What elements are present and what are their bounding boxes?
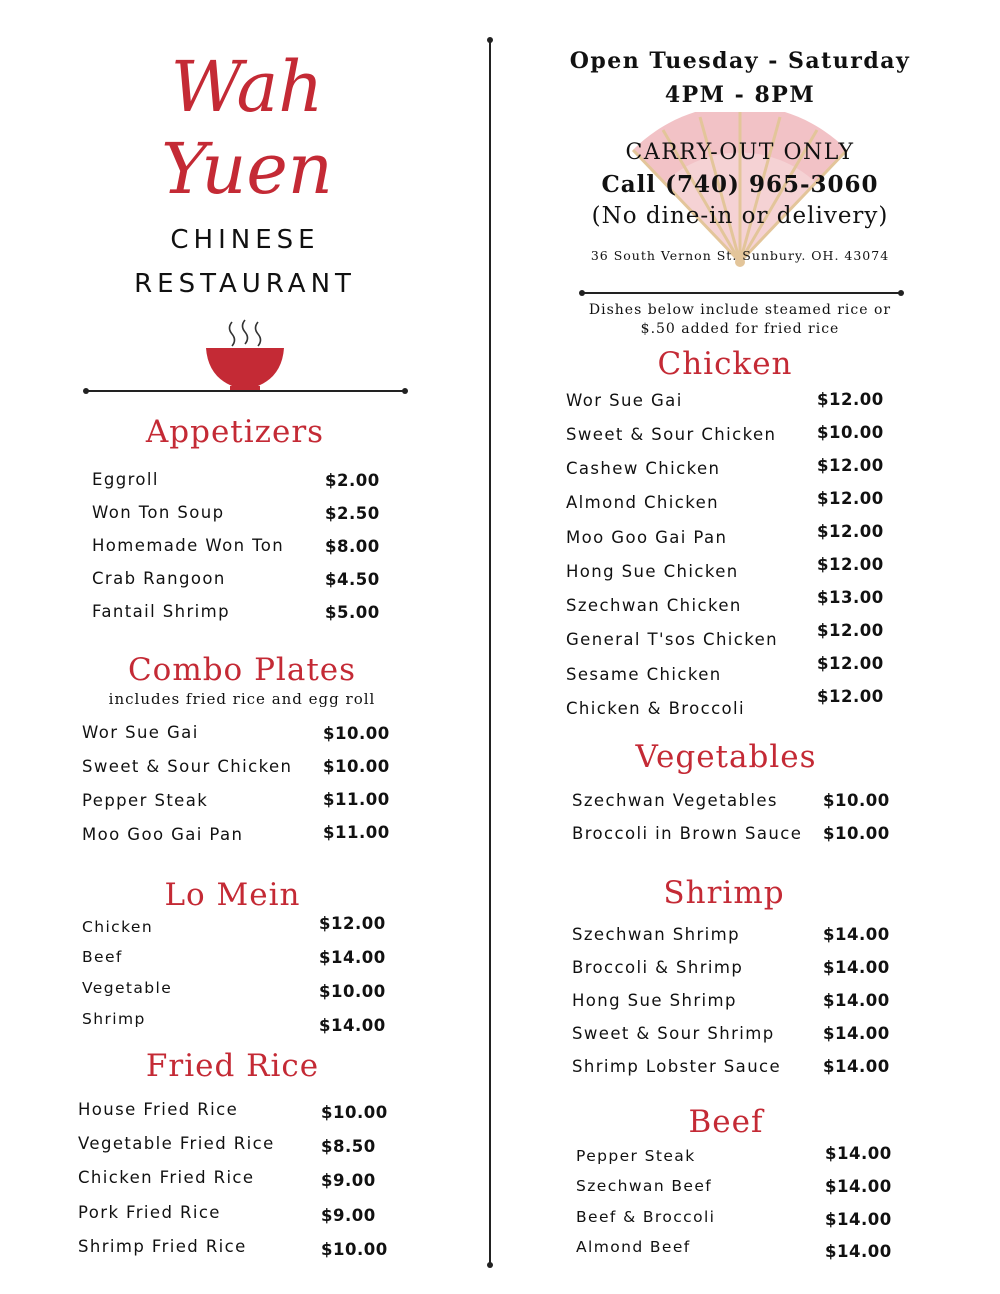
menu-item-price: $14.00 xyxy=(825,1210,892,1229)
menu-item-price: $10.00 xyxy=(823,791,890,810)
restaurant-name-line2: Yuen xyxy=(161,128,333,210)
divider-line xyxy=(86,390,406,392)
menu-item-price: $5.00 xyxy=(325,603,380,622)
menu-item-name: Homemade Won Ton xyxy=(92,536,285,555)
menu-item-price: $12.00 xyxy=(817,522,884,541)
menu-item-name: Chicken Fried Rice xyxy=(78,1168,255,1187)
divider-dot xyxy=(402,388,408,394)
menu-item-name: House Fried Rice xyxy=(78,1100,239,1119)
combo-plates-subtitle: includes fried rice and egg roll xyxy=(108,690,376,708)
restaurant-subtitle-line2: RESTAURANT xyxy=(134,269,356,299)
menu-item-price: $8.50 xyxy=(321,1137,376,1156)
divider-dot xyxy=(898,290,904,296)
menu-item-price: $13.00 xyxy=(817,588,884,607)
menu-item-price: $14.00 xyxy=(319,948,386,967)
lo-mein-title: Lo Mein xyxy=(164,877,301,913)
divider-line xyxy=(582,292,902,294)
menu-item-name: Almond Beef xyxy=(576,1238,691,1256)
menu-item-name: Eggroll xyxy=(92,470,159,489)
menu-item-price: $12.00 xyxy=(817,456,884,475)
menu-item-name: Shrimp Fried Rice xyxy=(78,1237,247,1256)
menu-item-price: $14.00 xyxy=(823,1057,890,1076)
menu-item-name: Szechwan Vegetables xyxy=(572,791,778,810)
menu-item-name: Vegetable xyxy=(82,979,173,997)
menu-item-price: $12.00 xyxy=(817,687,884,706)
menu-item-price: $2.00 xyxy=(325,471,380,490)
menu-item-price: $14.00 xyxy=(823,1024,890,1043)
menu-item-price: $10.00 xyxy=(823,824,890,843)
hours-days: Open Tuesday - Saturday xyxy=(569,48,911,74)
menu-item-price: $14.00 xyxy=(823,925,890,944)
restaurant-subtitle-line1: CHINESE xyxy=(170,225,320,255)
menu-item-name: Wor Sue Gai xyxy=(566,391,683,410)
divider-dot xyxy=(487,1262,493,1268)
menu-item-name: Almond Chicken xyxy=(566,493,720,512)
restaurant-name-line1: Wah xyxy=(170,46,324,128)
menu-item-name: Cashew Chicken xyxy=(566,459,721,478)
shrimp-title: Shrimp xyxy=(663,875,785,911)
hours-time: 4PM - 8PM xyxy=(664,82,816,108)
carry-out-notice: CARRY-OUT ONLY xyxy=(625,140,855,165)
fried-rice-title: Fried Rice xyxy=(145,1048,320,1084)
steaming-bowl-icon xyxy=(200,316,290,396)
appetizers-title: Appetizers xyxy=(145,414,325,450)
menu-item-name: Sweet & Sour Chicken xyxy=(82,757,293,776)
address: 36 South Vernon St. Sunbury. OH. 43074 xyxy=(590,248,890,263)
menu-item-name: Shrimp xyxy=(82,1010,146,1028)
menu-item-price: $10.00 xyxy=(321,1240,388,1259)
menu-item-name: Moo Goo Gai Pan xyxy=(82,825,244,844)
menu-item-name: Beef & Broccoli xyxy=(576,1208,716,1226)
service-notice: (No dine-in or delivery) xyxy=(591,203,889,229)
menu-item-name: Chicken xyxy=(82,918,154,936)
menu-item-price: $14.00 xyxy=(825,1242,892,1261)
rice-note-line1: Dishes below include steamed rice or xyxy=(588,302,892,318)
menu-item-name: Pork Fried Rice xyxy=(78,1203,221,1222)
menu-item-price: $12.00 xyxy=(817,621,884,640)
menu-item-price: $14.00 xyxy=(825,1144,892,1163)
menu-item-price: $4.50 xyxy=(325,570,380,589)
menu-item-name: Szechwan Shrimp xyxy=(572,925,740,944)
menu-item-price: $10.00 xyxy=(323,757,390,776)
menu-item-name: Beef xyxy=(82,948,123,966)
menu-item-name: Wor Sue Gai xyxy=(82,723,199,742)
phone-number: Call (740) 965-3060 xyxy=(601,171,879,198)
menu-item-price: $12.00 xyxy=(817,555,884,574)
menu-item-price: $12.00 xyxy=(817,489,884,508)
menu-item-price: $14.00 xyxy=(823,958,890,977)
menu-item-price: $11.00 xyxy=(323,823,390,842)
divider-dot xyxy=(487,37,493,43)
combo-plates-title: Combo Plates xyxy=(127,652,357,688)
menu-item-name: Hong Sue Chicken xyxy=(566,562,739,581)
menu-item-name: Chicken & Broccoli xyxy=(566,699,746,718)
column-divider xyxy=(489,40,491,1266)
divider-dot xyxy=(83,388,89,394)
menu-item-price: $12.00 xyxy=(817,654,884,673)
menu-item-name: Crab Rangoon xyxy=(92,569,226,588)
menu-item-price: $8.00 xyxy=(325,537,380,556)
menu-item-name: Vegetable Fried Rice xyxy=(78,1134,275,1153)
menu-item-price: $14.00 xyxy=(823,991,890,1010)
menu-item-price: $2.50 xyxy=(325,504,380,523)
menu-item-name: Broccoli & Shrimp xyxy=(572,958,744,977)
menu-item-name: Pepper Steak xyxy=(82,791,209,810)
rice-note-line2: $.50 added for fried rice xyxy=(640,321,840,337)
menu-item-name: Sesame Chicken xyxy=(566,665,722,684)
menu-item-price: $9.00 xyxy=(321,1171,376,1190)
vegetables-title: Vegetables xyxy=(635,739,817,775)
menu-item-name: Won Ton Soup xyxy=(92,503,225,522)
menu-item-name: Moo Goo Gai Pan xyxy=(566,528,728,547)
menu-item-name: Fantail Shrimp xyxy=(92,602,230,621)
chicken-title: Chicken xyxy=(657,346,793,382)
menu-item-name: Pepper Steak xyxy=(576,1147,696,1165)
menu-item-name: Szechwan Chicken xyxy=(566,596,742,615)
menu-item-price: $9.00 xyxy=(321,1206,376,1225)
menu-item-price: $10.00 xyxy=(321,1103,388,1122)
menu-item-name: Szechwan Beef xyxy=(576,1177,713,1195)
menu-item-price: $11.00 xyxy=(323,790,390,809)
menu-item-price: $14.00 xyxy=(319,1016,386,1035)
menu-item-name: Sweet & Sour Chicken xyxy=(566,425,777,444)
menu-item-price: $10.00 xyxy=(323,724,390,743)
menu-item-name: Hong Sue Shrimp xyxy=(572,991,737,1010)
menu-item-price: $14.00 xyxy=(825,1177,892,1196)
menu-item-name: Sweet & Sour Shrimp xyxy=(572,1024,775,1043)
menu-item-name: Shrimp Lobster Sauce xyxy=(572,1057,782,1076)
menu-item-price: $12.00 xyxy=(319,914,386,933)
divider-dot xyxy=(579,290,585,296)
beef-title: Beef xyxy=(688,1104,764,1140)
menu-item-name: Broccoli in Brown Sauce xyxy=(572,824,803,843)
menu-item-name: General T'sos Chicken xyxy=(566,630,779,649)
menu-item-price: $10.00 xyxy=(319,982,386,1001)
menu-item-price: $12.00 xyxy=(817,390,884,409)
menu-item-price: $10.00 xyxy=(817,423,884,442)
